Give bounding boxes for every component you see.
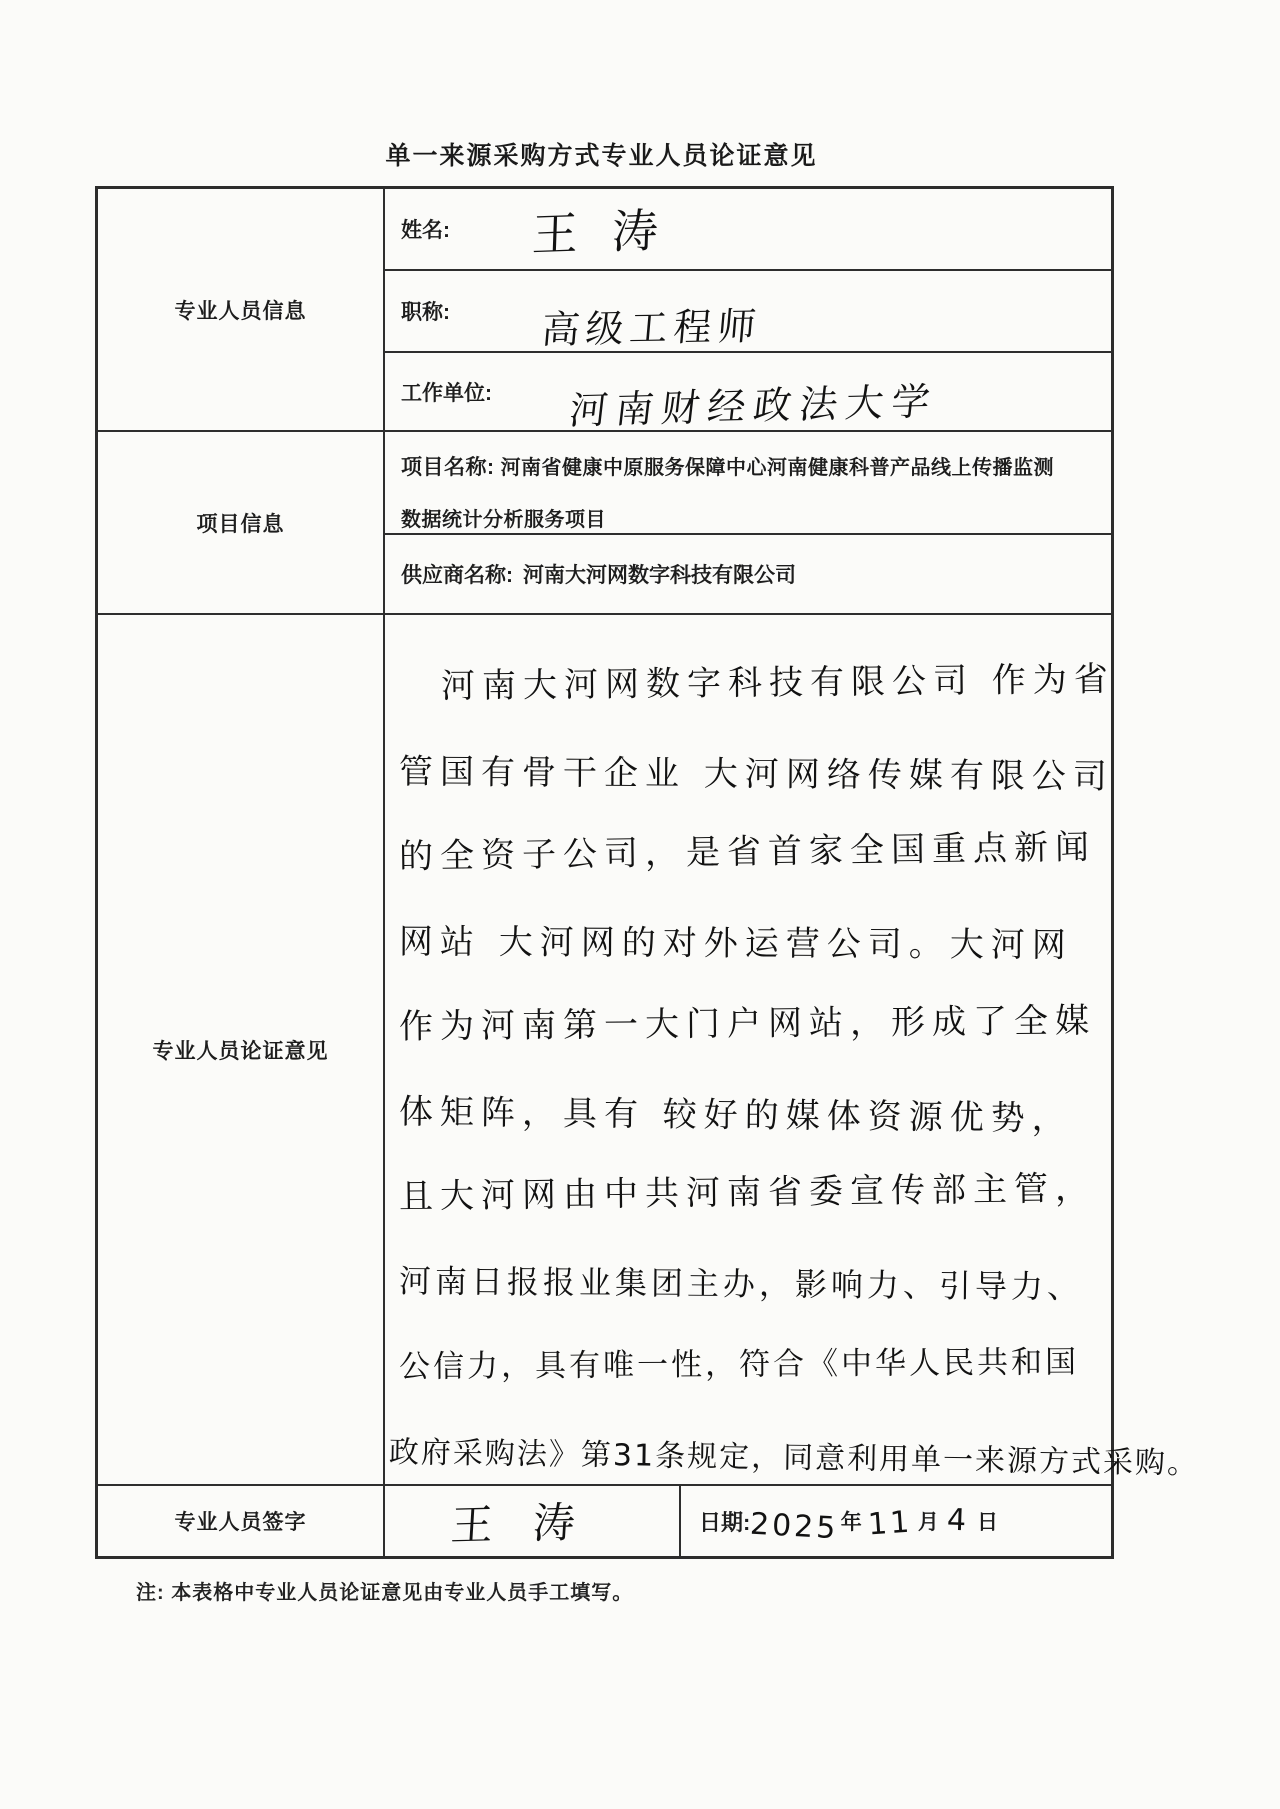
opinion-handwritten-line: 政府采购法》第31条规定，同意利用单一来源方式采购。 (388, 1434, 1200, 1481)
form-table (95, 186, 1200, 1559)
project-name-paragraph (401, 442, 1069, 546)
opinion-handwritten-line: 的全资子公司，是省首家全国重点新闻 (398, 827, 1097, 877)
footnote: 注: 本表格中专业人员论证意见由专业人员手工填写。 (136, 1582, 634, 1604)
title-label: 职称: (401, 301, 450, 324)
section-label-signature: 专业人员签字 (98, 1486, 385, 1556)
name-label: 姓名: (401, 219, 450, 242)
opinion-handwritten-line: 网站 大河网的对外运营公司。大河网 (398, 922, 1073, 966)
opinion-handwritten-line: 且大河网由中共河南省委宣传部主管， (398, 1168, 1097, 1217)
date-cell (681, 1486, 1111, 1556)
section-label-project: 项目信息 (98, 432, 385, 615)
date-month-handwritten: 11 (866, 1504, 914, 1542)
opinion-handwritten-line: 河南大河网数字科技有限公司 作为省 (440, 659, 1116, 707)
signature-handwritten-value: 王涛 (449, 1496, 617, 1551)
project-name-value: 河南省健康中原服务保障中心河南健康科普产品线上传播监测数据统计分析服务项目 (401, 457, 1055, 531)
opinion-cell (385, 615, 1200, 1486)
opinion-handwritten-line: 管国有骨干企业 大河网络传媒有限公司 (398, 752, 1114, 797)
name-handwritten-value: 王涛 (530, 202, 693, 262)
signature-cell (385, 1486, 681, 1556)
date-year-unit: 年 (840, 1511, 862, 1534)
supplier-label: 供应商名称: (401, 564, 513, 587)
section-label-opinion: 专业人员论证意见 (98, 615, 385, 1486)
opinion-handwritten-line: 河南日报报业集团主办，影响力、引导力、 (398, 1261, 1084, 1306)
opinion-handwritten-line: 作为河南第一大门户网站，形成了全媒 (398, 1000, 1097, 1047)
date-day-unit: 日 (976, 1511, 998, 1534)
section-label-personnel: 专业人员信息 (98, 189, 385, 432)
supplier-row (385, 535, 1111, 615)
work-unit-handwritten-value: 河南财经政法大学 (567, 379, 941, 433)
title-row (385, 271, 1111, 353)
supplier-value: 河南大河网数字科技有限公司 (523, 564, 796, 587)
date-year-handwritten: 2025 (749, 1506, 840, 1546)
project-name-label: 项目名称: (401, 456, 495, 479)
work-unit-label: 工作单位: (401, 381, 492, 405)
opinion-handwritten-line: 体矩阵，具有 较好的媒体资源优势， (398, 1092, 1073, 1140)
work-unit-row (385, 353, 1111, 432)
title-handwritten-value: 高级工程师 (539, 303, 764, 352)
name-row (385, 189, 1111, 271)
project-name-row (385, 432, 1111, 535)
page-title: 单一来源采购方式专业人员论证意见 (385, 142, 818, 170)
opinion-handwritten-line: 公信力，具有唯一性，符合《中华人民共和国 (398, 1344, 1080, 1385)
date-day-handwritten: 4 (946, 1502, 970, 1538)
date-month-unit: 月 (917, 1511, 939, 1534)
date-label: 日期: (699, 1509, 751, 1535)
